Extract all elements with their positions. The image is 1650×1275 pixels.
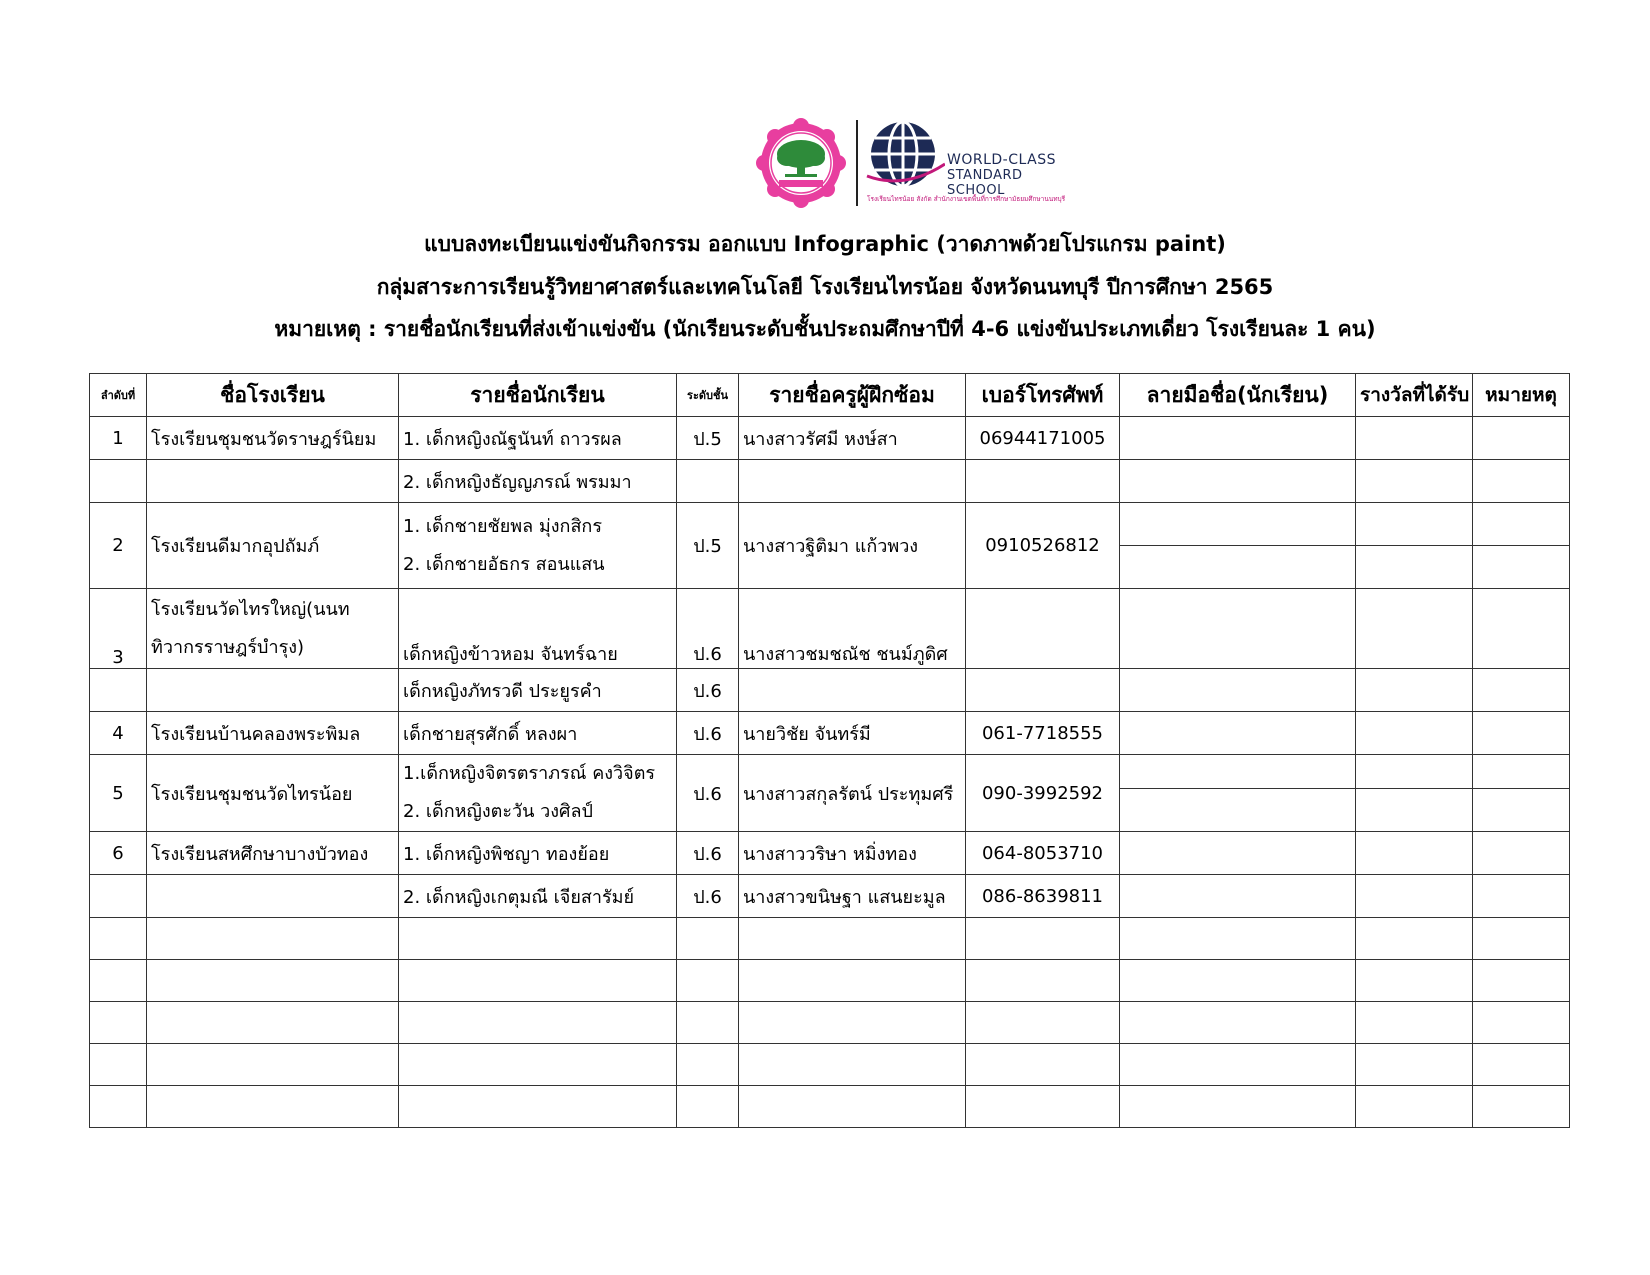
empty-cell[interactable] (1356, 918, 1473, 960)
cell-award[interactable] (1356, 875, 1473, 918)
empty-cell (147, 918, 399, 960)
cell-award[interactable] (1356, 832, 1473, 875)
empty-row (90, 1002, 1570, 1044)
empty-cell (90, 1044, 147, 1086)
cell-phone: 090-3992592 (966, 755, 1120, 832)
empty-cell (147, 1002, 399, 1044)
empty-cell[interactable] (1473, 1044, 1570, 1086)
cell-note[interactable] (1473, 546, 1570, 589)
empty-cell (90, 960, 147, 1002)
cell-note[interactable] (1473, 589, 1570, 669)
empty-cell (147, 960, 399, 1002)
empty-cell[interactable] (1356, 1044, 1473, 1086)
empty-cell[interactable] (1356, 960, 1473, 1002)
cell-teacher: นางสาวฐิติมา แก้วพวง (739, 503, 966, 589)
header-phone: เบอร์โทรศัพท์ (966, 374, 1120, 417)
cell-teacher (739, 669, 966, 712)
cell-signature[interactable] (1120, 789, 1356, 832)
school-line: โรงเรียนวัดไทรใหญ่(นนท (151, 598, 350, 620)
empty-row (90, 918, 1570, 960)
cell-note[interactable] (1473, 460, 1570, 503)
header-signature: ลายมือชื่อ(นักเรียน) (1120, 374, 1356, 417)
cell-award[interactable] (1356, 755, 1473, 789)
cell-award[interactable] (1356, 503, 1473, 546)
student-line: 2. เด็กชายอัธกร สอนแสน (403, 553, 605, 575)
cell-award[interactable] (1356, 546, 1473, 589)
cell-no (90, 669, 147, 712)
cell-award[interactable] (1356, 417, 1473, 460)
cell-school (147, 589, 399, 669)
table-row (90, 832, 1570, 875)
empty-row (90, 960, 1570, 1002)
empty-cell (739, 918, 966, 960)
header-school: ชื่อโรงเรียน (147, 374, 399, 417)
cell-phone: 06944171005 (966, 417, 1120, 460)
cell-note[interactable] (1473, 755, 1570, 789)
cell-signature[interactable] (1120, 589, 1356, 669)
empty-cell (399, 960, 677, 1002)
form-title: แบบลงทะเบียนแข่งขันกิจกรรม ออกแบบ Infographic (วาดภาพด้วยโปรแกรม paint) (424, 232, 1226, 256)
cell-level: ป.5 (677, 503, 739, 589)
empty-cell (147, 1044, 399, 1086)
empty-cell (966, 1044, 1120, 1086)
empty-cell[interactable] (1473, 918, 1570, 960)
cell-note[interactable] (1473, 832, 1570, 875)
world-class-text: WORLD-CLASS (947, 152, 1056, 168)
cell-signature[interactable] (1120, 755, 1356, 789)
empty-cell (147, 1086, 399, 1128)
empty-cell[interactable] (1356, 1002, 1473, 1044)
cell-teacher: นางสาวขนิษฐา แสนยะมูล (739, 875, 966, 918)
table-row (90, 755, 1570, 789)
cell-signature[interactable] (1120, 546, 1356, 589)
cell-school (147, 460, 399, 503)
cell-student (399, 755, 677, 832)
cell-teacher: นางสาวรัศมี หงษ์สา (739, 417, 966, 460)
empty-cell (677, 960, 739, 1002)
empty-cell (90, 1002, 147, 1044)
empty-cell (966, 918, 1120, 960)
table-row (90, 712, 1570, 755)
cell-student: เด็กหญิงข้าวหอม จันทร์ฉาย (399, 589, 677, 669)
table-row (90, 417, 1570, 460)
cell-no (90, 460, 147, 503)
header-student: รายชื่อนักเรียน (399, 374, 677, 417)
empty-cell[interactable] (1120, 960, 1356, 1002)
cell-level (677, 460, 739, 503)
cell-phone (966, 460, 1120, 503)
empty-cell[interactable] (1120, 918, 1356, 960)
cell-signature[interactable] (1120, 669, 1356, 712)
cell-phone (966, 669, 1120, 712)
cell-award[interactable] (1356, 669, 1473, 712)
cell-no: 6 (90, 832, 147, 875)
cell-student: เด็กชายสุรศักดิ์ หลงผา (399, 712, 677, 755)
header-level: ระดับชั้น (677, 374, 739, 417)
cell-level: ป.6 (677, 755, 739, 832)
table-header-row (90, 374, 1570, 417)
table-row (90, 669, 1570, 712)
empty-cell (739, 960, 966, 1002)
empty-cell (966, 960, 1120, 1002)
empty-cell (739, 1002, 966, 1044)
table-row (90, 503, 1570, 546)
empty-cell[interactable] (1120, 1044, 1356, 1086)
cell-no: 2 (90, 503, 147, 589)
empty-cell (90, 1086, 147, 1128)
cell-no: 3 (90, 589, 147, 669)
cell-school: โรงเรียนชุมชนวัดไทรน้อย (147, 755, 399, 832)
cell-signature[interactable] (1120, 832, 1356, 875)
school-line: ทิวากรราษฎร์บำรุง) (151, 636, 305, 658)
cell-level: ป.6 (677, 875, 739, 918)
cell-note[interactable] (1473, 503, 1570, 546)
empty-cell (677, 1002, 739, 1044)
table-row (90, 589, 1570, 669)
cell-school: โรงเรียนดีมากอุปถัมภ์ (147, 503, 399, 589)
cell-signature[interactable] (1120, 503, 1356, 546)
student-line: 1.เด็กหญิงจิตรตราภรณ์ คงวิจิตร (403, 763, 656, 784)
empty-cell (739, 1044, 966, 1086)
cell-level: ป.5 (677, 417, 739, 460)
empty-cell (677, 918, 739, 960)
cell-note[interactable] (1473, 669, 1570, 712)
header-note: หมายหตุ (1473, 374, 1570, 417)
header-award: รางวัลที่ได้รับ (1356, 374, 1473, 417)
student-line: 1. เด็กชายชัยพล มุ่งกสิกร (403, 515, 602, 537)
cell-school (147, 875, 399, 918)
cell-student: เด็กหญิงภัทรวดี ประยูรคำ (399, 669, 677, 712)
cell-teacher: นางสาวสกุลรัตน์ ประทุมศรี (739, 755, 966, 832)
cell-phone: 064-8053710 (966, 832, 1120, 875)
empty-cell (399, 1044, 677, 1086)
empty-cell (966, 1086, 1120, 1128)
cell-school: โรงเรียนสหศึกษาบางบัวทอง (147, 832, 399, 875)
cell-level: ป.6 (677, 669, 739, 712)
cell-note[interactable] (1473, 875, 1570, 918)
empty-cell[interactable] (1120, 1002, 1356, 1044)
cell-level: ป.6 (677, 712, 739, 755)
cell-phone: 086-8639811 (966, 875, 1120, 918)
school-seal-tree-icon (755, 118, 847, 208)
empty-row (90, 1044, 1570, 1086)
cell-teacher: นางสาววริษา หมิ่งทอง (739, 832, 966, 875)
world-class-logo (865, 118, 1075, 208)
header-teacher: รายชื่อครูผู้ฝึกซ้อม (739, 374, 966, 417)
cell-signature[interactable] (1120, 875, 1356, 918)
empty-cell (399, 1002, 677, 1044)
cell-teacher: นายวิชัย จันทร์มี (739, 712, 966, 755)
cell-school: โรงเรียนชุมชนวัดราษฎร์นิยม (147, 417, 399, 460)
empty-cell (677, 1044, 739, 1086)
cell-no: 4 (90, 712, 147, 755)
logo-divider (856, 120, 858, 206)
empty-cell[interactable] (1473, 960, 1570, 1002)
cell-student: 2. เด็กหญิงเกตุมณี เจียสารัมย์ (399, 875, 677, 918)
cell-teacher (739, 460, 966, 503)
empty-cell (966, 1002, 1120, 1044)
globe-icon (865, 118, 945, 194)
student-line: 2. เด็กหญิงตะวัน วงศิลป์ (403, 801, 593, 822)
cell-school (147, 669, 399, 712)
empty-cell[interactable] (1473, 1002, 1570, 1044)
table-row (90, 460, 1570, 503)
cell-student: 1. เด็กหญิงพิชญา ทองย้อย (399, 832, 677, 875)
empty-cell (739, 1086, 966, 1128)
cell-no (90, 875, 147, 918)
cell-no: 1 (90, 417, 147, 460)
cell-school: โรงเรียนบ้านคลองพระพิมล (147, 712, 399, 755)
cell-signature[interactable] (1120, 417, 1356, 460)
empty-cell (399, 1086, 677, 1128)
header-no: ลำดับที่ (90, 374, 147, 417)
cell-note[interactable] (1473, 417, 1570, 460)
cell-phone (966, 589, 1120, 669)
cell-student: 1. เด็กหญิงณัฐนันท์ ถาวรผล (399, 417, 677, 460)
form-subtitle: กลุ่มสาระการเรียนรู้วิทยาศาสตร์และเทคโนโลยี โรงเรียนไทรน้อย จังหวัดนนทบุรี ปีการศึกษา 2565 (376, 275, 1274, 299)
cell-student (399, 503, 677, 589)
empty-cell (90, 918, 147, 960)
empty-cell[interactable] (1356, 1086, 1473, 1128)
cell-level: ป.6 (677, 832, 739, 875)
logo-subtitle: โรงเรียนไทรน้อย สังกัด สำนักงานเขตพื้นที่การศึกษามัธยมศึกษานนทบุรี (867, 195, 1066, 203)
cell-award[interactable] (1356, 712, 1473, 755)
logo-area (755, 118, 1075, 208)
cell-note[interactable] (1473, 789, 1570, 832)
form-note: หมายเหตุ : รายชื่อนักเรียนที่ส่งเข้าแข่งขัน (นักเรียนระดับชั้นประถมศึกษาปีที่ 4-6 แข่งขันประเภทเดี่ยว โรงเรียนละ 1 คน) (274, 317, 1376, 341)
empty-cell (677, 1086, 739, 1128)
cell-signature[interactable] (1120, 460, 1356, 503)
cell-student: 2. เด็กหญิงธัญญภรณ์ พรมมา (399, 460, 677, 503)
cell-award[interactable] (1356, 789, 1473, 832)
empty-row (90, 1086, 1570, 1128)
empty-cell[interactable] (1473, 1086, 1570, 1128)
cell-award[interactable] (1356, 460, 1473, 503)
cell-level: ป.6 (677, 589, 739, 669)
cell-no: 5 (90, 755, 147, 832)
cell-signature[interactable] (1120, 712, 1356, 755)
cell-note[interactable] (1473, 712, 1570, 755)
cell-teacher: นางสาวชมชณัช ชนม์ภูดิศ (739, 589, 966, 669)
empty-cell (399, 918, 677, 960)
standard-school-text: STANDARD SCHOOL (947, 168, 1023, 198)
table-row (90, 875, 1570, 918)
cell-phone: 0910526812 (966, 503, 1120, 589)
empty-cell[interactable] (1120, 1086, 1356, 1128)
registration-table (89, 373, 1570, 1128)
cell-phone: 061-7718555 (966, 712, 1120, 755)
cell-award[interactable] (1356, 589, 1473, 669)
